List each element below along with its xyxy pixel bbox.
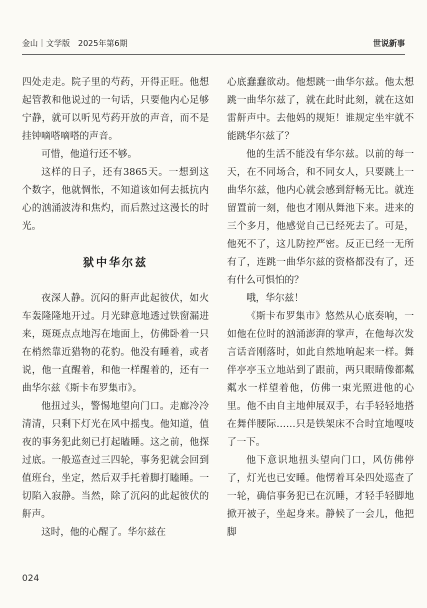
header-column-name: 世说新事 (373, 39, 405, 48)
paragraph: 他的生活不能没有华尔兹。以前的每一天，在不同场合，和不同女人，只要跳上一曲华尔兹，他内心就会感到舒畅无比。就连留置前一刻，他也才刚从舞池下来。进来的三个多月，他感觉自己已经死去了。可是，他死不了，这儿防控严密。反正已经一无所有了，连跳一曲华尔兹的资格都没有了，还有什么可惧怕的？ (227, 149, 414, 286)
paragraph: 这时，他的心醒了。华尔兹在 (41, 527, 166, 538)
right-column (227, 74, 414, 542)
paragraph: 他扭过头，警惕地望向门口。走廊冷冷清清，只剩下灯光在风中摇曳。他知道，值夜的事务犯此刻已打起瞌睡。这之前，他探过底。一般巡查过三四轮，事务犯就会回到值班台，坐定，然后双手托着脚打瞌睡。一切陷入寂静。当然，除了沉闷的此起彼伏的鼾声。 (22, 401, 209, 520)
section-title: 狱中华尔兹 (83, 256, 148, 269)
paragraph: 夜深人静。沉闷的鼾声此起彼伏，如火车轰隆隆地开过。月光肆意地透过铁窗漏进来，斑斑点点地泻在地面上，仿佛卧着一只在梢然靠近猎物的花豹。他没有睡着，或者说，他一直醒着，和他一样醒着的，还有一曲华尔兹《斯卡布罗集市》。 (22, 293, 209, 394)
paragraph: 他下意识地扭头望向门口，风仿佛停了，灯光也已安睡。他愣着耳朵四处巡查了一轮，确信事务犯已在沉睡，才轻手轻脚地掀开被子，坐起身来。静候了一会儿，他把脚 (227, 455, 414, 538)
paragraph: 可惜，他道行还不够。 (41, 149, 138, 160)
paragraph: 心底蠢蠢欲动。他想跳一曲华尔兹。他太想跳一曲华尔兹了，就在此时此刻，就在这如雷鼾声中。去他妈的规矩！谁规定坐牢就不能跳华尔兹了？ (227, 77, 414, 142)
page-number: 024 (22, 574, 40, 584)
header-divider (22, 54, 405, 55)
running-header (22, 38, 405, 52)
header-publication-info: 金山｜文学版 2025年第6期 (22, 39, 128, 48)
paragraph: 这样的日子，还有3865天。一想到这个数字，他就惆怅，不知道该如何去抵抗内心的汹涌波涛和焦灼，而后熬过这漫长的时光。 (22, 167, 209, 232)
paragraph: 《斯卡布罗集市》悠然从心底奏响，一如他在位时的汹涌澎湃的掌声，在他每次发言话音刚落时，如此自然地响起来一样。舞伴亭亭玉立地站到了跟前，两只眼睛像都粼粼水一样望着他，仿佛一束光照进他的心里。他不由自主地伸展双手，右手轻轻地搭在舞伴腰际……只是铁架床不合时宜地嘎吱了一下。 (227, 311, 414, 448)
left-column (22, 74, 209, 542)
paragraph: 四处走走。院子里的芍药，开得正旺。他想起管教和他说过的一句话，只要他内心足够宁静，就可以听见芍药开放的声音，而不是挂钟嘀嗒嘀嗒的声音。 (22, 77, 209, 142)
paragraph: 哦，华尔兹！ (246, 293, 304, 304)
